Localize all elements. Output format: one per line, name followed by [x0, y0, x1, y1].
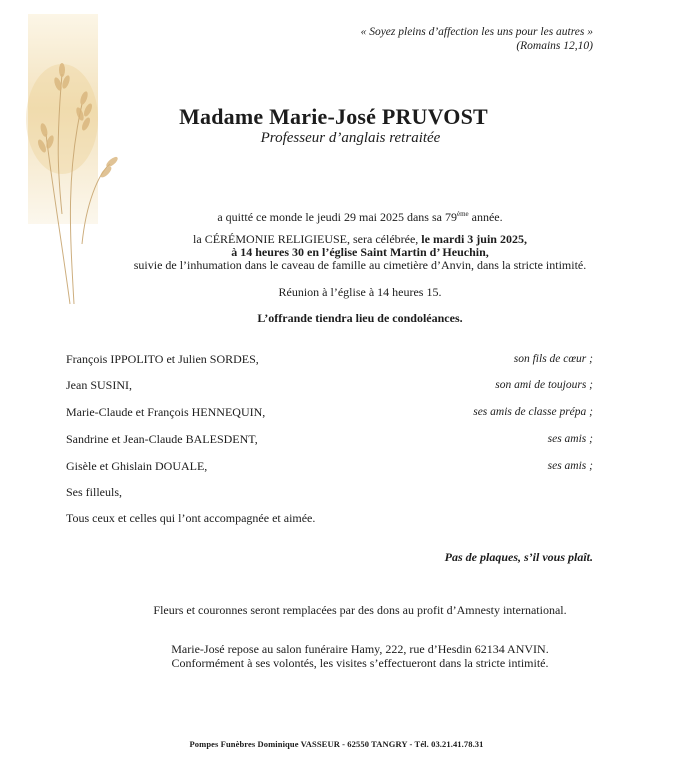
family-names: Gisèle et Ghislain DOUALE, — [66, 459, 208, 473]
death-notice-text: a quitté ce monde le jeudi 29 mai 2025 dans sa 79 — [217, 210, 457, 224]
godchildren-text: Ses filleuls, — [66, 485, 122, 499]
flowers-notice: Fleurs et couronnes seront remplacées par des dons au profit d’Amnesty international. — [153, 603, 567, 617]
ceremony-line-3: suivie de l’inhumation dans le caveau de famille au cimetière d’Anvin, dans la stricte intimité. — [133, 258, 587, 272]
ceremony-line-1 — [60, 232, 660, 246]
family-relation: ses amis de classe prépa ; — [473, 406, 593, 418]
all-mourners-text: Tous ceux et celles qui l’ont accompagnée et aimée. — [66, 511, 316, 525]
family-relation: ses amis ; — [547, 433, 593, 445]
deceased-profession: Professeur d’anglais retraitée — [260, 130, 441, 146]
family-names: Marie-Claude et François HENNEQUIN, — [66, 405, 266, 419]
death-notice-end: année. — [468, 210, 503, 224]
bible-reference: (Romains 12,10) — [516, 40, 593, 52]
resting-place-notice: Marie-José repose au salon funéraire Hamy, 222, rue d’Hesdin 62134 ANVIN. — [171, 642, 549, 656]
family-relation: son fils de cœur ; — [513, 353, 593, 365]
no-plaques-notice: Pas de plaques, s’il vous plaît. — [444, 550, 593, 564]
death-notice — [60, 207, 660, 224]
family-relation: ses amis ; — [547, 460, 593, 472]
visits-notice: Conformément à ses volontés, les visites s’effectueront dans la stricte intimité. — [171, 656, 549, 670]
ceremony-date: le mardi 3 juin 2025, — [421, 232, 527, 246]
reunion-text: Réunion à l’église à 14 heures 15. — [278, 285, 442, 299]
funeral-home-text: Pompes Funèbres Dominique VASSEUR - 62550 TANGRY - Tél. 03.21.41.78.31 — [189, 739, 484, 749]
death-notice-superscript: ème — [456, 210, 469, 218]
funeral-home-footer — [0, 739, 679, 749]
bible-quote: « Soyez pleins d’affection les uns pour les autres » — [360, 26, 593, 38]
offrande-text: L’offrande tiendra lieu de condoléances. — [257, 311, 463, 325]
family-names: François IPPOLITO et Julien SORDES, — [66, 352, 259, 366]
deceased-name: Madame Marie-José PRUVOST — [179, 104, 488, 129]
family-relation: son ami de toujours ; — [495, 379, 593, 391]
ceremony-line-2: à 14 heures 30 en l’église Saint Martin d’ Heuchin, — [231, 245, 489, 259]
ceremony-intro: la CÉRÉMONIE RELIGIEUSE, sera célébrée, — [193, 232, 422, 246]
deceased-name-block — [0, 104, 679, 130]
family-names: Sandrine et Jean-Claude BALESDENT, — [66, 432, 258, 446]
family-names: Jean SUSINI, — [66, 378, 132, 392]
profession-block — [0, 130, 679, 147]
